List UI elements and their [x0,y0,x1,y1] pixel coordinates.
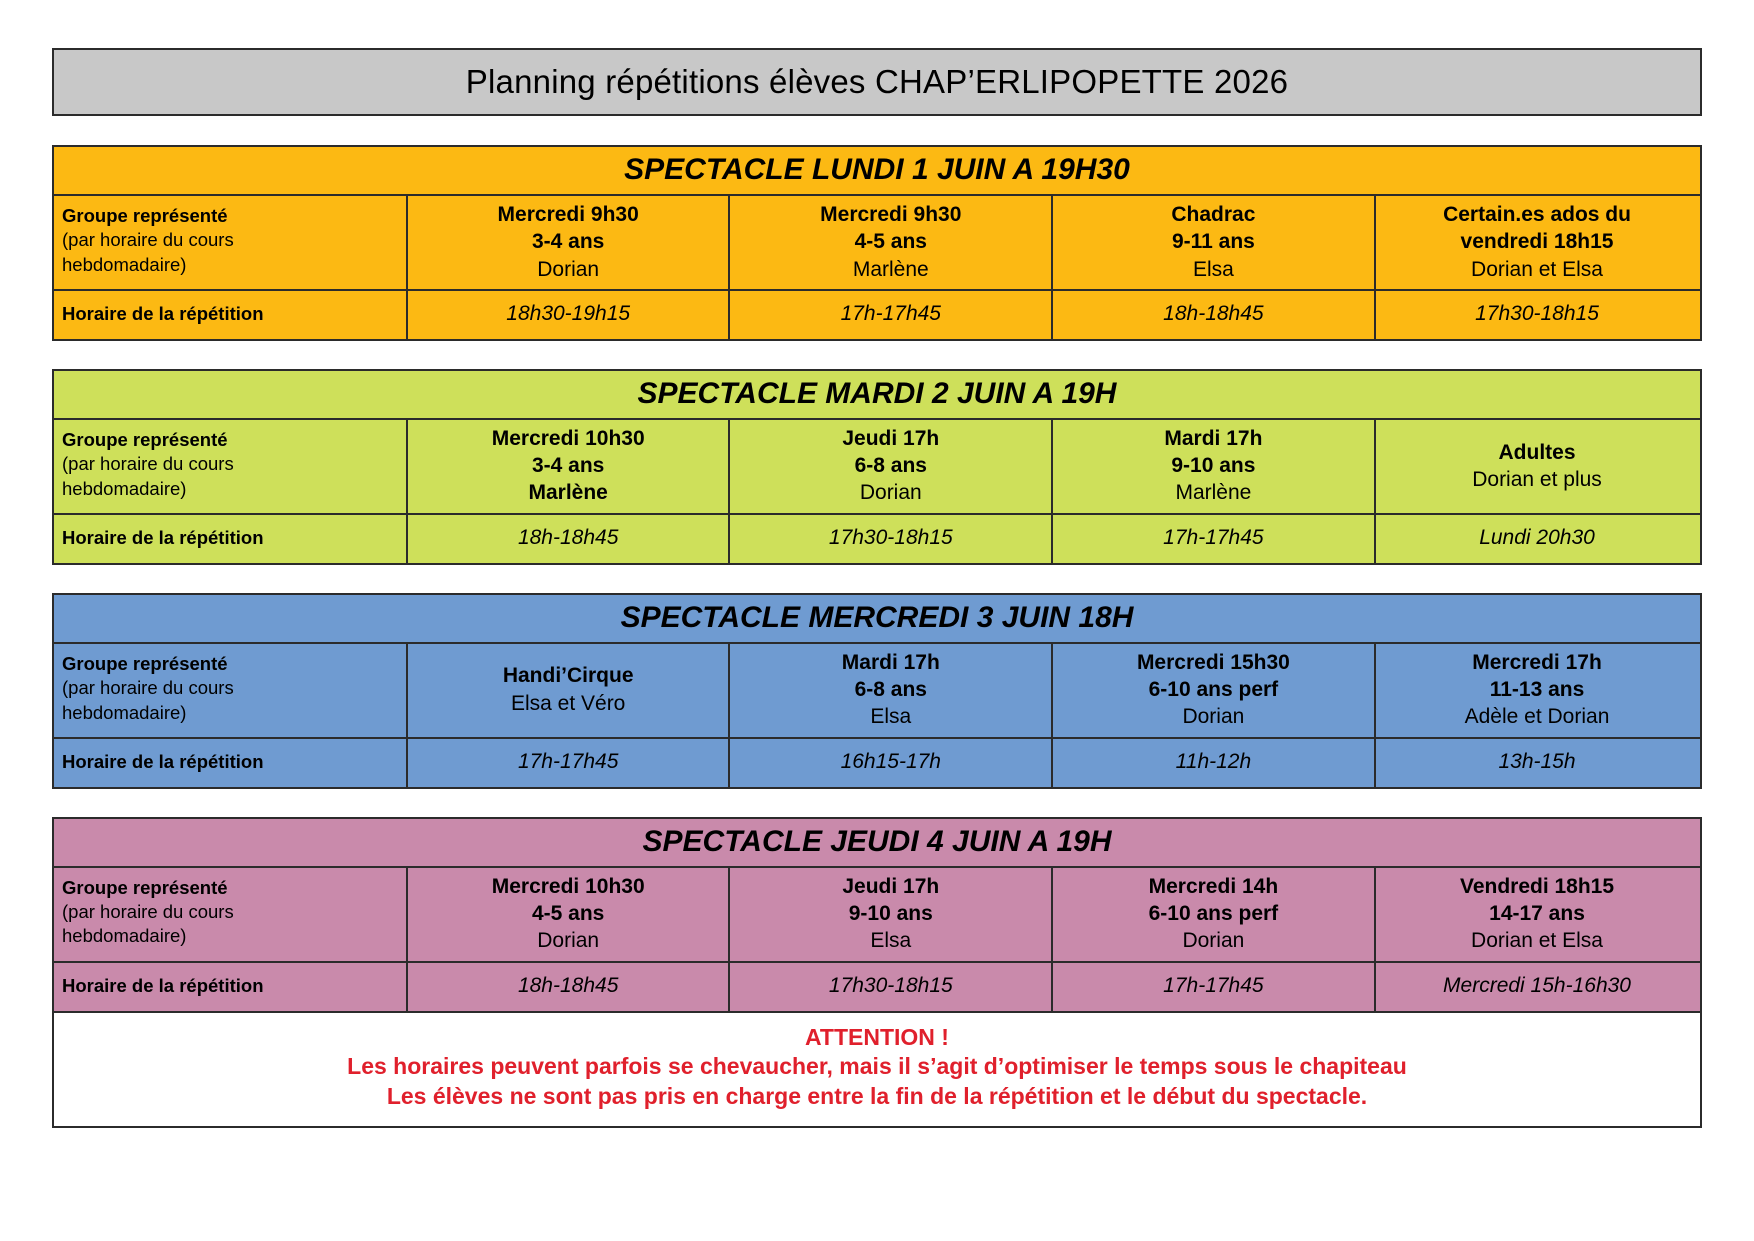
groupe-row-mardi [54,420,1700,515]
groupe-label-line1: Groupe représenté [62,652,228,674]
horaire-row-mercredi [54,739,1700,787]
horaire-cell: 11h-12h [1053,739,1376,787]
horaire-row-label: Horaire de la répétition [54,291,408,339]
groupe-cell [730,644,1053,737]
groupe-cell-line1: Mercredi 10h30 [491,874,645,898]
groupe-cell [730,196,1053,289]
groupe-cell [1376,644,1699,737]
page-title-banner [52,48,1702,116]
groupe-cell-line3: Dorian [1182,929,1245,953]
groupe-cell [408,420,731,513]
groupe-cell [1053,868,1376,961]
groupe-cell [1053,196,1376,289]
groupe-cell-line1: Mercredi 15h30 [1136,650,1290,674]
horaire-row-label: Horaire de la répétition [54,515,408,563]
groupe-cell [1376,868,1699,961]
groupe-label-line3: hebdomadaire) [62,477,187,499]
groupe-label-line1: Groupe représenté [62,205,228,226]
attention-note [52,1013,1702,1129]
horaire-row-jeudi [54,963,1700,1011]
groupe-cell-line2: 6-10 ans perf [1148,678,1279,702]
horaire-cell: 13h-15h [1498,750,1576,774]
horaire-row-lundi [54,291,1700,339]
groupe-row-label [54,644,408,737]
groupe-cell-line1: Chadrac [1171,203,1256,226]
groupe-label-line3: hebdomadaire) [62,253,187,275]
groupe-row-mercredi [54,644,1700,739]
groupe-cell-line3: Elsa [870,929,912,953]
groupe-cell [730,868,1053,961]
horaire-cell: Mercredi 15h-16h30 [1443,974,1631,998]
groupe-cell-line2: 9-11 ans [1171,230,1255,254]
groupe-cell-line3: Dorian et Elsa [1471,257,1603,281]
groupe-cell-line2: 9-10 ans [1171,454,1256,478]
horaire-cell: 18h-18h45 [1053,291,1376,339]
groupe-cell-line2: 4-5 ans [854,230,927,254]
horaire-cell: Lundi 20h30 [1479,526,1595,550]
groupe-cell-line2: 6-8 ans [854,454,927,478]
groupe-cell-line2: 3-4 ans [531,454,605,478]
groupe-cell-line1: Mercredi 9h30 [497,203,639,226]
horaire-cell: 17h-17h45 [1053,515,1376,563]
spectacle-table-jeudi [52,817,1702,1013]
groupe-cell [1053,644,1376,737]
horaire-cell: 18h-18h45 [408,515,731,563]
groupe-cell-line3: Marlène [528,481,608,505]
groupe-cell-line3: Dorian [537,929,600,953]
horaire-row-label: Horaire de la répétition [54,963,408,1011]
horaire-cell: 17h30-18h15 [730,515,1053,563]
spectacle-table-mercredi [52,593,1702,789]
attention-line-1: Les horaires peuvent parfois se chevaucher, mais il s’agit d’optimiser le temps sous le chapiteau [347,1053,1407,1080]
groupe-cell [408,196,731,289]
groupe-cell [1376,420,1699,513]
groupe-cell-line2: 3-4 ans [531,230,605,254]
groupe-cell-line1: Mercredi 14h [1148,874,1279,898]
horaire-cell: 16h15-17h [730,739,1053,787]
horaire-cell: 17h-17h45 [408,739,731,787]
groupe-cell [1053,420,1376,513]
spectacle-table-mardi [52,369,1702,565]
page-title: Planning répétitions élèves CHAP’ERLIPOPETTE 2026 [465,63,1289,100]
groupe-row-jeudi [54,868,1700,963]
groupe-cell-line3: Dorian [537,257,600,281]
groupe-cell-line3: Dorian [859,481,922,505]
groupe-label-line2: (par horaire du cours [62,453,234,475]
groupe-cell [730,420,1053,513]
groupe-label-line3: hebdomadaire) [62,925,187,947]
groupe-cell-line3: Elsa [870,705,912,729]
groupe-cell-line1: Mardi 17h [841,650,940,674]
groupe-label-line3: hebdomadaire) [62,701,187,723]
groupe-label-line2: (par horaire du cours [62,229,234,251]
groupe-row-lundi [54,196,1700,291]
spectacle-header-mercredi: SPECTACLE MERCREDI 3 JUIN 18H [54,595,1700,644]
groupe-cell-line1: Mercredi 9h30 [820,203,962,226]
groupe-cell-line3: Adèle et Dorian [1464,705,1610,729]
groupe-cell-line3: Marlène [1175,481,1252,505]
groupe-cell-line3: Dorian [1182,705,1245,729]
groupe-cell-line2: 6-8 ans [854,678,927,702]
spectacle-header-lundi: SPECTACLE LUNDI 1 JUIN A 19H30 [54,147,1700,196]
groupe-cell-line1: Mercredi 10h30 [491,426,645,450]
groupe-cell-line2: 9-10 ans [848,901,933,925]
groupe-cell-line1: Mardi 17h [1164,426,1263,450]
groupe-cell [1376,196,1699,289]
jeudi-block [52,817,1702,1129]
groupe-cell-line2: 14-17 ans [1489,901,1585,925]
spectacle-table-lundi [52,145,1702,341]
groupe-cell-line1: Jeudi 17h [842,426,940,450]
groupe-cell-line3: Dorian et plus [1472,467,1602,491]
attention-line-2: Les élèves ne sont pas pris en charge entre la fin de la répétition et le début du spectacle. [386,1083,1368,1110]
horaire-cell: 17h-17h45 [1053,963,1376,1011]
groupe-label-line1: Groupe représenté [62,876,228,898]
groupe-label-line1: Groupe représenté [62,428,228,450]
groupe-row-label [54,420,408,513]
horaire-cell: 18h30-19h15 [408,291,731,339]
horaire-row-mardi [54,515,1700,563]
groupe-cell-line3: Marlène [852,257,929,281]
horaire-cell: 17h30-18h15 [730,963,1053,1011]
groupe-label-line2: (par horaire du cours [62,901,234,923]
spectacle-header-jeudi: SPECTACLE JEUDI 4 JUIN A 19H [54,819,1700,868]
groupe-cell-line1: Vendredi 18h15 [1459,874,1615,898]
groupe-cell-line1: Certain.es ados du [1443,203,1631,226]
horaire-cell: 17h-17h45 [730,291,1053,339]
groupe-cell-line3: Elsa [1192,257,1234,281]
groupe-cell-line2: 11-13 ans [1489,678,1585,702]
horaire-cell: 17h30-18h15 [1475,302,1599,326]
groupe-cell-line2: vendredi 18h15 [1460,230,1614,254]
horaire-cell: 18h-18h45 [408,963,731,1011]
groupe-cell-line2: 4-5 ans [531,901,605,925]
groupe-cell [408,868,731,961]
groupe-label-line2: (par horaire du cours [62,677,234,699]
groupe-cell-line2: 6-10 ans perf [1148,901,1279,925]
groupe-row-label [54,196,408,289]
groupe-cell-line1: Mercredi 17h [1472,650,1602,674]
groupe-cell-line1: Jeudi 17h [842,874,940,898]
groupe-row-label [54,868,408,961]
groupe-cell [408,644,731,737]
groupe-cell-line2: Adultes [1498,440,1576,464]
attention-title: ATTENTION ! [805,1023,949,1050]
groupe-cell-line3: Dorian et Elsa [1471,929,1603,953]
spectacle-header-mardi: SPECTACLE MARDI 2 JUIN A 19H [54,371,1700,420]
horaire-row-label: Horaire de la répétition [54,739,408,787]
groupe-cell-line3: Elsa et Véro [510,691,626,715]
groupe-cell-line2: Handi’Cirque [502,664,634,688]
